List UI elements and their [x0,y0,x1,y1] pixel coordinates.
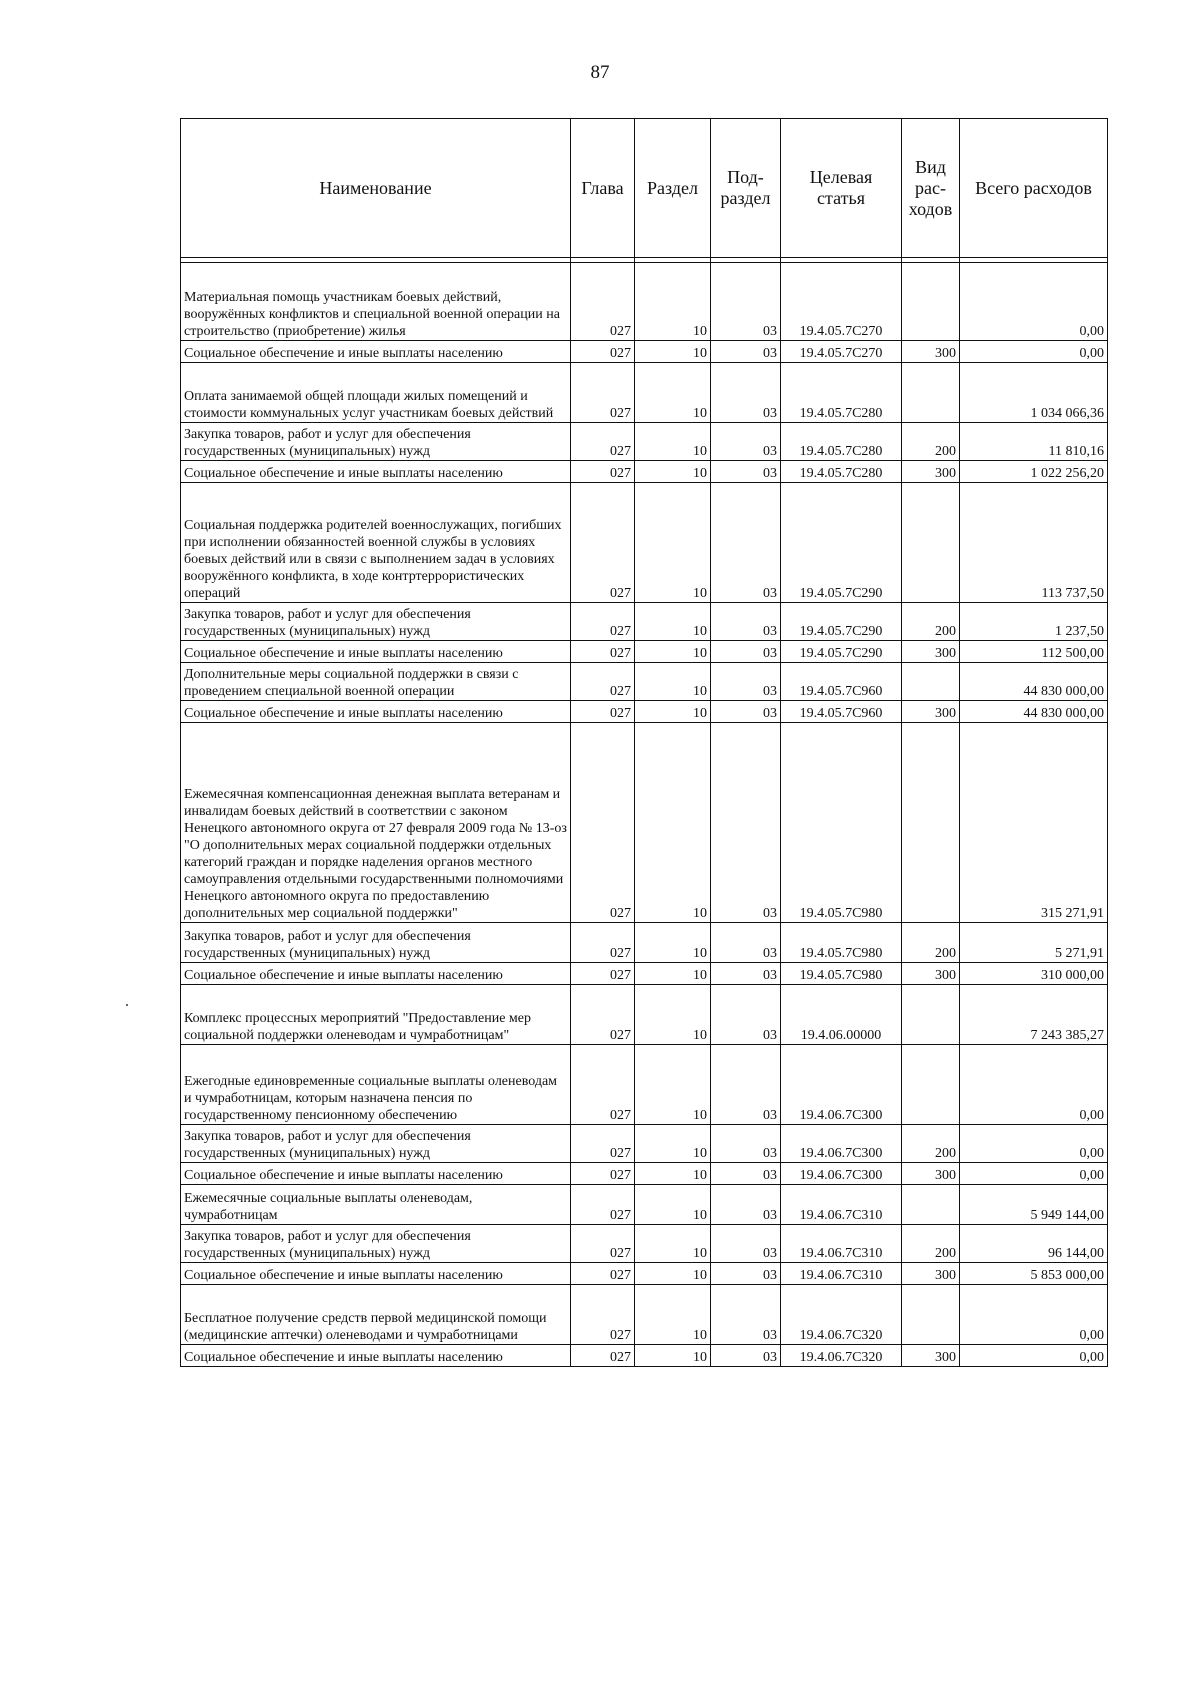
table-row [181,1263,1108,1285]
table-row [181,701,1108,723]
row-subsection: 03 [711,1163,781,1185]
row-section: 10 [635,603,711,641]
row-name: Закупка товаров, работ и услуг для обеспечения государственных (муниципальных) нужд [181,923,571,963]
row-name: Социальное обеспечение и иные выплаты населению [181,1163,571,1185]
row-subsection: 03 [711,263,781,341]
page-number: 87 [590,62,610,83]
row-total: 0,00 [960,1163,1108,1185]
table-row [181,963,1108,985]
row-section: 10 [635,663,711,701]
row-section: 10 [635,923,711,963]
row-total: 0,00 [960,1125,1108,1163]
header-total: Всего расходов [960,119,1108,258]
row-target-article: 19.4.05.7С280 [781,461,902,483]
row-total: 1 237,50 [960,603,1108,641]
row-total: 113 737,50 [960,483,1108,603]
row-target-article: 19.4.05.7С290 [781,483,902,603]
row-total: 315 271,91 [960,723,1108,923]
row-name: Бесплатное получение средств первой медицинской помощи (медицинские аптечки) оленеводами и чумработницами [181,1285,571,1345]
row-chapter: 027 [571,985,635,1045]
row-subsection: 03 [711,701,781,723]
table-row [181,923,1108,963]
row-chapter: 027 [571,263,635,341]
row-expense-type: 200 [902,1225,960,1263]
row-subsection: 03 [711,663,781,701]
row-expense-type: 300 [902,701,960,723]
row-total: 5 271,91 [960,923,1108,963]
row-expense-type [902,263,960,341]
row-target-article: 19.4.05.7С960 [781,663,902,701]
row-name: Социальное обеспечение и иные выплаты населению [181,701,571,723]
row-chapter: 027 [571,963,635,985]
row-expense-type [902,483,960,603]
row-section: 10 [635,483,711,603]
row-total: 0,00 [960,1345,1108,1367]
row-target-article: 19.4.05.7С980 [781,723,902,923]
table-row [181,341,1108,363]
row-section: 10 [635,1185,711,1225]
header-section: Раздел [635,119,711,258]
row-target-article: 19.4.05.7С960 [781,701,902,723]
row-name: Социальное обеспечение и иные выплаты населению [181,641,571,663]
table-row [181,263,1108,341]
table-row [181,1045,1108,1125]
row-chapter: 027 [571,1345,635,1367]
row-subsection: 03 [711,341,781,363]
row-target-article: 19.4.06.7С310 [781,1263,902,1285]
row-target-article: 19.4.05.7С980 [781,923,902,963]
row-subsection: 03 [711,423,781,461]
row-expense-type: 300 [902,461,960,483]
table-row [181,641,1108,663]
row-target-article: 19.4.06.00000 [781,985,902,1045]
row-section: 10 [635,461,711,483]
row-section: 10 [635,423,711,461]
row-subsection: 03 [711,985,781,1045]
row-subsection: 03 [711,1045,781,1125]
row-chapter: 027 [571,663,635,701]
row-subsection: 03 [711,363,781,423]
row-total: 44 830 000,00 [960,663,1108,701]
table-row [181,603,1108,641]
row-subsection: 03 [711,641,781,663]
row-target-article: 19.4.06.7С300 [781,1045,902,1125]
row-name: Ежегодные единовременные социальные выплаты оленеводам и чумработницам, которым назначена пенсия по государственному пенсионному обеспечению [181,1045,571,1125]
row-expense-type: 300 [902,341,960,363]
row-section: 10 [635,1225,711,1263]
table-row [181,1125,1108,1163]
row-name: Социальное обеспечение и иные выплаты населению [181,1263,571,1285]
row-chapter: 027 [571,1285,635,1345]
row-section: 10 [635,341,711,363]
table-row [181,1345,1108,1367]
row-expense-type: 200 [902,423,960,461]
row-target-article: 19.4.05.7С270 [781,263,902,341]
row-chapter: 027 [571,1225,635,1263]
row-total: 0,00 [960,341,1108,363]
row-expense-type [902,1185,960,1225]
row-total: 5 853 000,00 [960,1263,1108,1285]
row-section: 10 [635,723,711,923]
table-row [181,663,1108,701]
row-target-article: 19.4.05.7С280 [781,423,902,461]
row-expense-type: 300 [902,1345,960,1367]
row-chapter: 027 [571,641,635,663]
table-row [181,423,1108,461]
row-expense-type [902,723,960,923]
row-total: 44 830 000,00 [960,701,1108,723]
row-subsection: 03 [711,461,781,483]
row-total: 0,00 [960,1045,1108,1125]
row-name: Оплата занимаемой общей площади жилых помещений и стоимости коммунальных услуг участникам боевых действий [181,363,571,423]
row-name: Ежемесячная компенсационная денежная выплата ветеранам и инвалидам боевых действий в соответствии с законом Ненецкого автономного округа от 27 февраля 2009 года № 13-оз "О дополнительных мерах социальной поддержки отдельных категорий граждан и порядке наделения органов местного самоуправления отдельными государственными полномочиями Ненецкого автономного округа по предоставлению дополнительных мер социальной поддержки" [181,723,571,923]
row-name: Закупка товаров, работ и услуг для обеспечения государственных (муниципальных) нужд [181,423,571,461]
row-section: 10 [635,1285,711,1345]
row-expense-type: 300 [902,1163,960,1185]
table-body [181,258,1108,1367]
table-header [181,119,1108,258]
row-expense-type: 200 [902,603,960,641]
header-expense-type: Вид рас- ходов [902,119,960,258]
row-name: Комплекс процессных мероприятий "Предоставление мер социальной поддержки оленеводам и чумработницам" [181,985,571,1045]
row-expense-type: 300 [902,641,960,663]
row-total: 310 000,00 [960,963,1108,985]
row-section: 10 [635,1163,711,1185]
row-chapter: 027 [571,483,635,603]
row-subsection: 03 [711,1125,781,1163]
row-subsection: 03 [711,963,781,985]
row-subsection: 03 [711,923,781,963]
row-section: 10 [635,1125,711,1163]
row-total: 112 500,00 [960,641,1108,663]
row-target-article: 19.4.05.7С290 [781,603,902,641]
row-target-article: 19.4.05.7С270 [781,341,902,363]
row-target-article: 19.4.06.7С310 [781,1185,902,1225]
row-chapter: 027 [571,1163,635,1185]
row-name: Социальная поддержка родителей военнослужащих, погибших при исполнении обязанностей военной службы в условиях боевых действий или в связи с выполнением задач в условиях вооружённого конфликта, в ходе контртеррористических операций [181,483,571,603]
row-subsection: 03 [711,1285,781,1345]
row-section: 10 [635,263,711,341]
row-name: Социальное обеспечение и иные выплаты населению [181,1345,571,1367]
row-target-article: 19.4.06.7С300 [781,1163,902,1185]
row-name: Дополнительные меры социальной поддержки в связи с проведением специальной военной операции [181,663,571,701]
row-chapter: 027 [571,923,635,963]
row-chapter: 027 [571,1045,635,1125]
row-expense-type [902,985,960,1045]
row-section: 10 [635,1345,711,1367]
row-chapter: 027 [571,423,635,461]
row-section: 10 [635,985,711,1045]
row-chapter: 027 [571,723,635,923]
row-total: 1 022 256,20 [960,461,1108,483]
row-total: 7 243 385,27 [960,985,1108,1045]
row-chapter: 027 [571,461,635,483]
header-target: Целевая статья [781,119,902,258]
row-name: Ежемесячные социальные выплаты оленеводам, чумработницам [181,1185,571,1225]
row-total: 0,00 [960,263,1108,341]
table-row [181,363,1108,423]
row-name: Материальная помощь участникам боевых действий, вооружённых конфликтов и специальной военной операции на строительство (приобретение) жилья [181,263,571,341]
row-target-article: 19.4.05.7С280 [781,363,902,423]
row-expense-type [902,663,960,701]
table-row [181,985,1108,1045]
row-target-article: 19.4.06.7С320 [781,1345,902,1367]
row-subsection: 03 [711,1225,781,1263]
row-name: Социальное обеспечение и иные выплаты населению [181,963,571,985]
row-chapter: 027 [571,701,635,723]
row-expense-type [902,363,960,423]
row-target-article: 19.4.06.7С310 [781,1225,902,1263]
row-total: 1 034 066,36 [960,363,1108,423]
row-total: 0,00 [960,1285,1108,1345]
row-expense-type [902,1045,960,1125]
row-chapter: 027 [571,1125,635,1163]
row-section: 10 [635,1263,711,1285]
row-expense-type: 200 [902,1125,960,1163]
row-expense-type: 200 [902,923,960,963]
table-row [181,1185,1108,1225]
header-name: Наименование [181,119,571,258]
budget-table [180,118,1108,1367]
row-name: Социальное обеспечение и иные выплаты населению [181,341,571,363]
row-subsection: 03 [711,1185,781,1225]
row-section: 10 [635,701,711,723]
row-expense-type: 300 [902,1263,960,1285]
row-chapter: 027 [571,363,635,423]
row-total: 96 144,00 [960,1225,1108,1263]
table-row [181,461,1108,483]
header-subsection: Под- раздел [711,119,781,258]
row-expense-type: 300 [902,963,960,985]
row-chapter: 027 [571,603,635,641]
row-section: 10 [635,963,711,985]
scan-dot [126,1004,128,1006]
row-chapter: 027 [571,341,635,363]
row-subsection: 03 [711,483,781,603]
row-section: 10 [635,641,711,663]
table-row [181,723,1108,923]
row-chapter: 027 [571,1185,635,1225]
row-expense-type [902,1285,960,1345]
row-section: 10 [635,363,711,423]
header-chapter: Глава [571,119,635,258]
row-subsection: 03 [711,1263,781,1285]
row-name: Закупка товаров, работ и услуг для обеспечения государственных (муниципальных) нужд [181,603,571,641]
row-target-article: 19.4.06.7С320 [781,1285,902,1345]
table-row [181,1163,1108,1185]
row-total: 5 949 144,00 [960,1185,1108,1225]
table-row [181,483,1108,603]
table-row [181,1285,1108,1345]
row-section: 10 [635,1045,711,1125]
row-chapter: 027 [571,1263,635,1285]
row-subsection: 03 [711,603,781,641]
row-name: Закупка товаров, работ и услуг для обеспечения государственных (муниципальных) нужд [181,1125,571,1163]
table-row [181,1225,1108,1263]
row-subsection: 03 [711,723,781,923]
row-name: Социальное обеспечение и иные выплаты населению [181,461,571,483]
row-name: Закупка товаров, работ и услуг для обеспечения государственных (муниципальных) нужд [181,1225,571,1263]
row-target-article: 19.4.05.7С980 [781,963,902,985]
row-target-article: 19.4.06.7С300 [781,1125,902,1163]
row-subsection: 03 [711,1345,781,1367]
row-target-article: 19.4.05.7С290 [781,641,902,663]
row-total: 11 810,16 [960,423,1108,461]
